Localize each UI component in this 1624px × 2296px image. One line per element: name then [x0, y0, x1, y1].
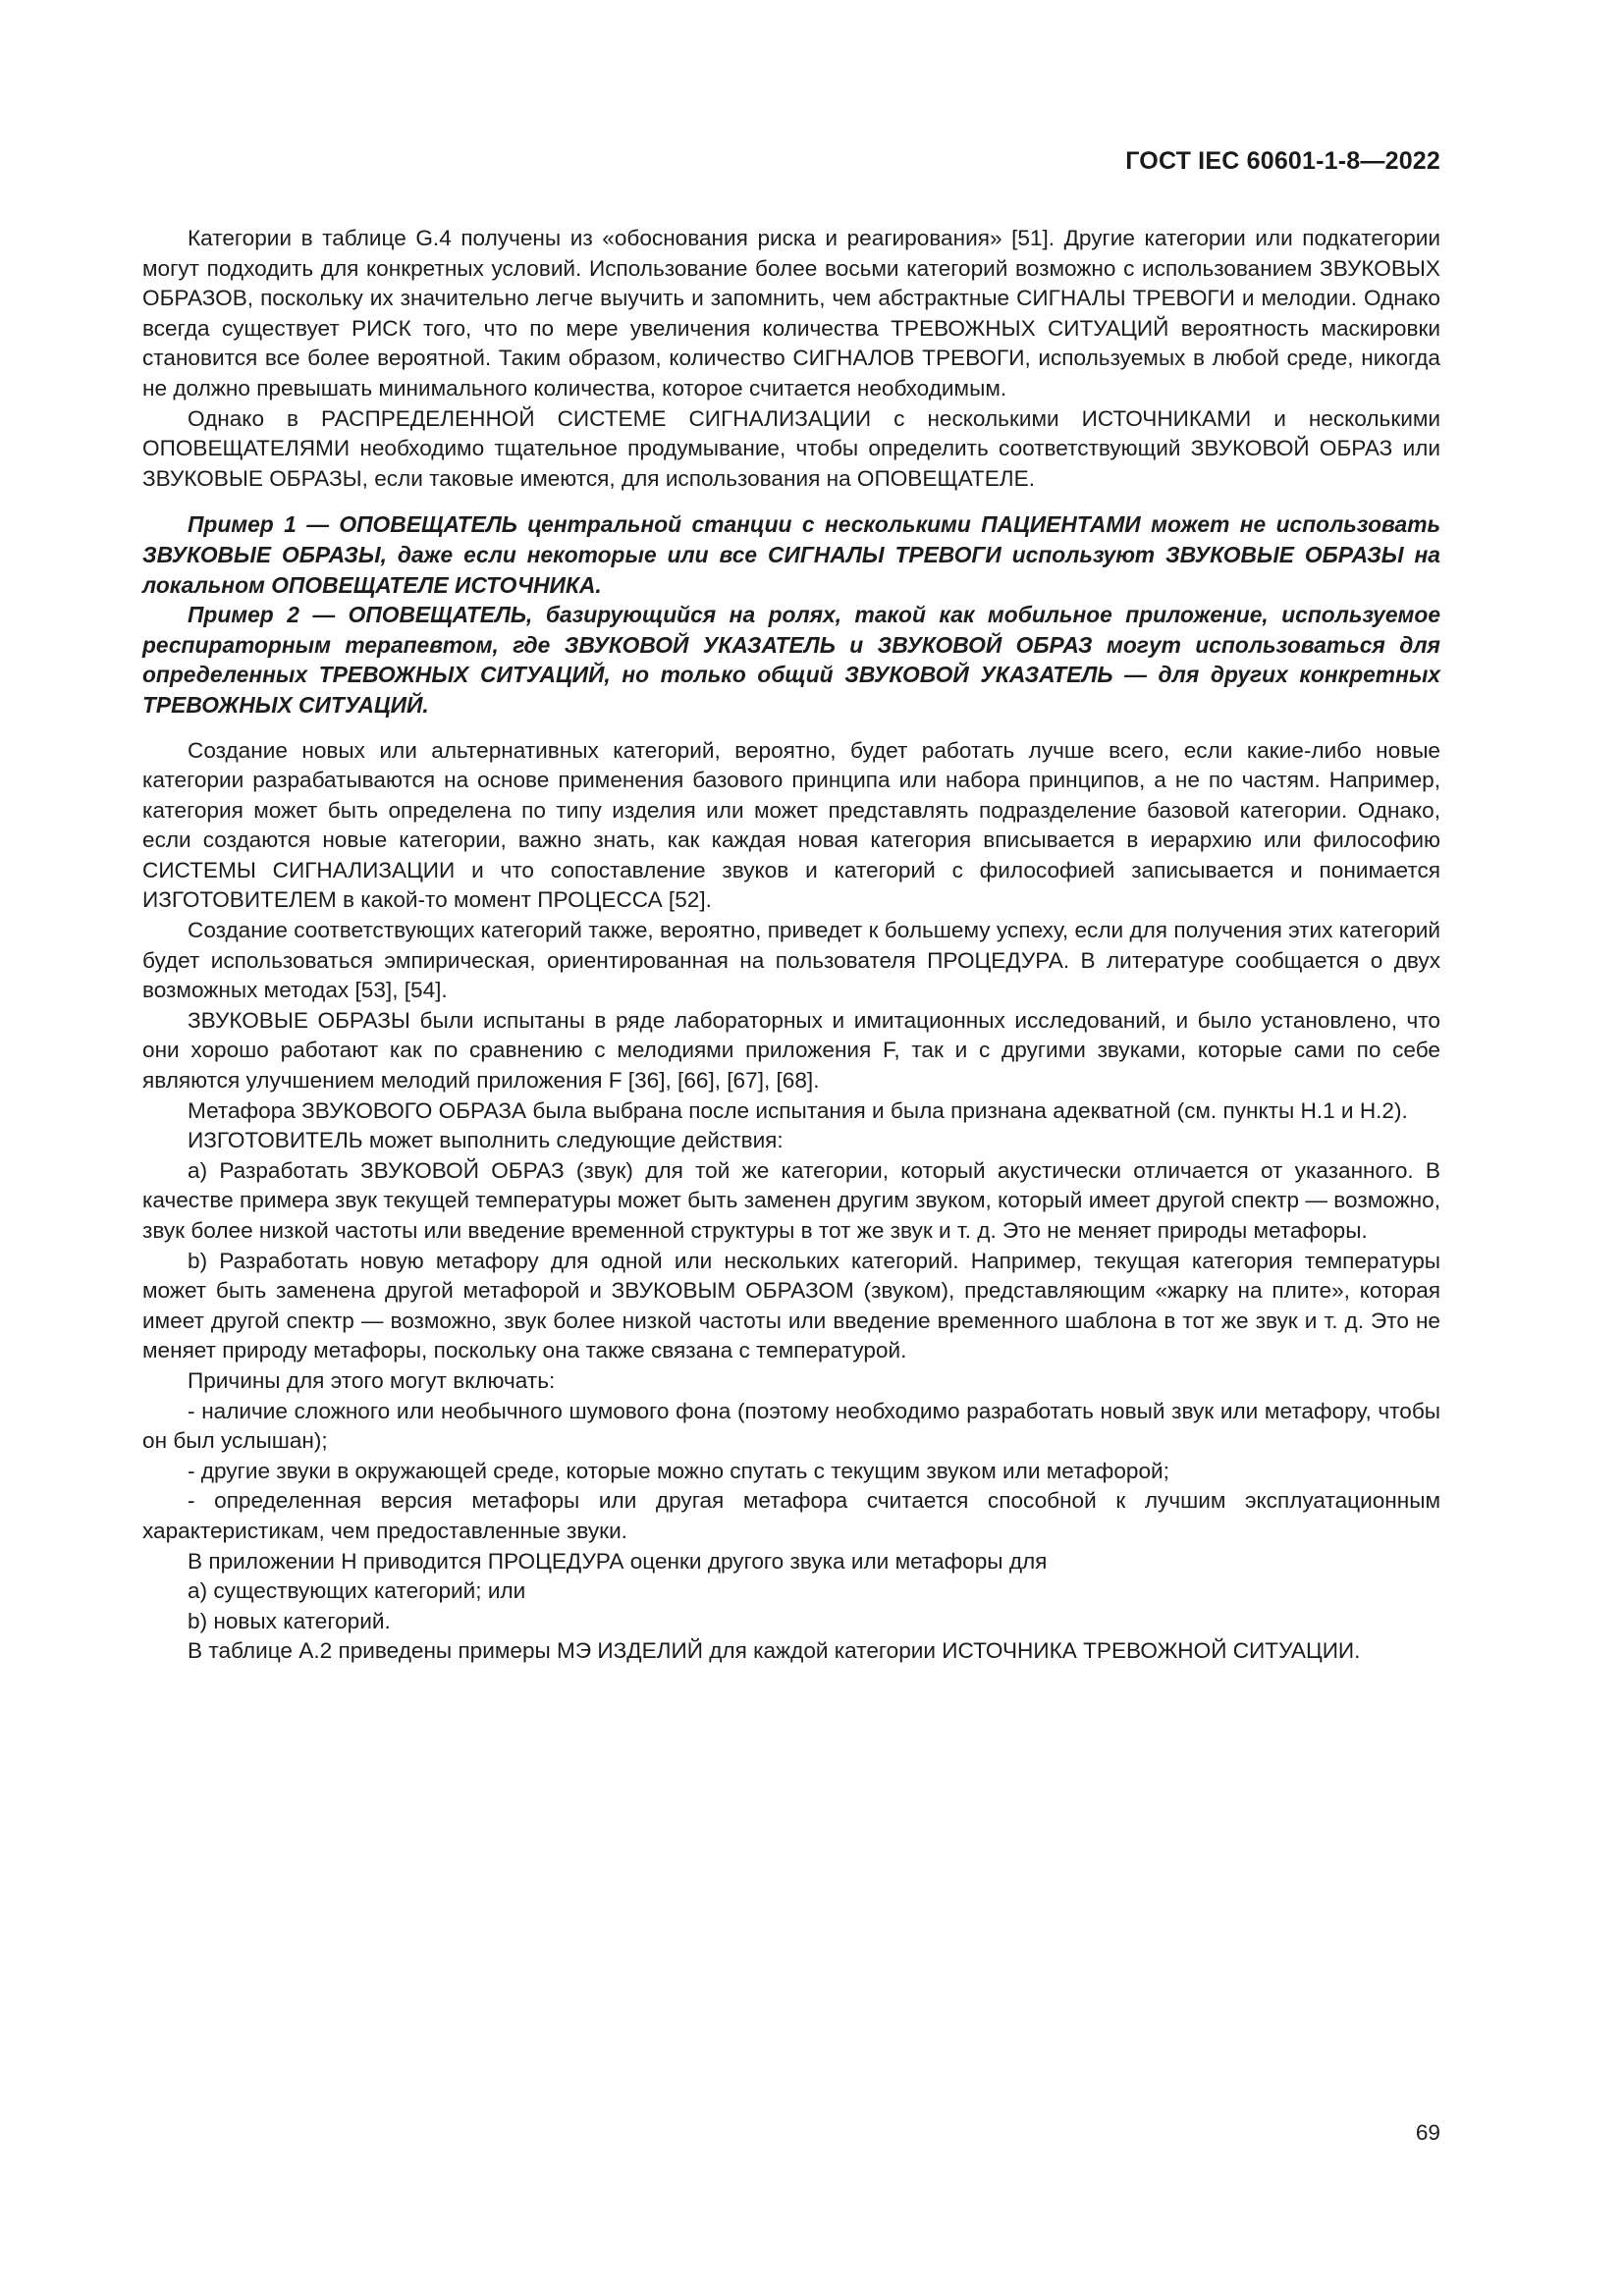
standard-header: ГОСТ IEC 60601-1-8—2022 — [1125, 147, 1440, 175]
list-item-b: b) новых категорий. — [188, 1608, 391, 1633]
body-paragraph: В таблице А.2 приведены примеры МЭ ИЗДЕЛИЙ для каждой категории ИСТОЧНИКА ТРЕВОЖНОЙ СИТУАЦИИ. — [188, 1638, 1361, 1664]
body-paragraph: Категории в таблице G.4 получены из «обоснования риска и реагирования» [51]. Другие категории или подкатегории могут подходить для конкретных условий. Использование более восьми категорий возможно с использованием ЗВУКОВЫХ ОБРАЗОВ, поскольку их значительно легче выучить и запомнить, чем абстрактные СИГНАЛЫ ТРЕВОГИ и мелодии. Однако всегда существует РИСК того, что по мере увеличения количества ТРЕВОЖНЫХ СИТУАЦИЙ вероятность маскировки становится все более вероятной. Таким образом, количество СИГНАЛОВ ТРЕВОГИ, используемых в любой среде, никогда не должно превышать минимального количества, которое считается необходимым. — [142, 226, 1440, 400]
example-paragraph: Пример 1 — ОПОВЕЩАТЕЛЬ центральной станции с несколькими ПАЦИЕНТАМИ может не использовать ЗВУКОВЫЕ ОБРАЗЫ, даже если некоторые или все СИГНАЛЫ ТРЕВОГИ используют ЗВУКОВЫЕ ОБРАЗЫ на локальном ОПОВЕЩАТЕЛЕ ИСТОЧНИКА. — [142, 511, 1440, 598]
body-paragraph: Однако в РАСПРЕДЕЛЕННОЙ СИСТЕМЕ СИГНАЛИЗАЦИИ с несколькими ИСТОЧНИКАМИ и несколькими ОПОВЕЩАТЕЛЯМИ необходимо тщательное продумывание, чтобы определить соответствующий ЗВУКОВОЙ ОБРАЗ или ЗВУКОВЫЕ ОБРАЗЫ, если таковые имеются, для использования на ОПОВЕЩАТЕЛЕ. — [142, 405, 1440, 491]
body-paragraph: Создание новых или альтернативных категорий, вероятно, будет работать лучше всего, если какие-либо новые категории разрабатываются на основе применения базового принципа или набора принципов, а не по частям. Например, категория может быть определена по типу изделия или может представлять подразделение базовой категории. Однако, если создаются новые категории, важно знать, как каждая новая категория вписывается в иерархию или философию СИСТЕМЫ СИГНАЛИЗАЦИИ и что сопоставление звуков и категорий с философией записывается и понимается ИЗГОТОВИТЕЛЕМ в какой-то момент ПРОЦЕССА [52]. — [142, 737, 1440, 913]
body-paragraph: Причины для этого могут включать: — [188, 1367, 556, 1393]
body-paragraph: ИЗГОТОВИТЕЛЬ может выполнить следующие действия: — [188, 1128, 784, 1153]
dash-list-item: - наличие сложного или необычного шумового фона (поэтому необходимо разработать новый звук или метафору, чтобы он был услышан); — [142, 1398, 1440, 1454]
body-paragraph: В приложении H приводится ПРОЦЕДУРА оценки другого звука или метафоры для — [188, 1548, 1048, 1574]
list-item-a: a) существующих категорий; или — [188, 1578, 526, 1604]
list-item-b: b) Разработать новую метафору для одной или нескольких категорий. Например, текущая категория температуры может быть заменена другой метафорой и ЗВУКОВЫМ ОБРАЗОМ (звуком), представляющим «жарку на плите», которая имеет другой спектр — возможно, звук более низкой частоты или введение временного шаблона в тот же звук и т. д. Это не меняет природу метафоры, поскольку она также связана с температурой. — [142, 1248, 1440, 1363]
page-number: 69 — [1415, 2120, 1440, 2145]
example-paragraph: Пример 2 — ОПОВЕЩАТЕЛЬ, базирующийся на ролях, такой как мобильное приложение, используемое респираторным терапевтом, где ЗВУКОВОЙ УКАЗАТЕЛЬ и ЗВУКОВОЙ ОБРАЗ могут использоваться для определенных ТРЕВОЖНЫХ СИТУАЦИЙ, но только общий ЗВУКОВОЙ УКАЗАТЕЛЬ — для других конкретных ТРЕВОЖНЫХ СИТУАЦИЙ. — [142, 602, 1440, 718]
dash-list-item: - определенная версия метафоры или другая метафора считается способной к лучшим эксплуатационным характеристикам, чем предоставленные звуки. — [142, 1488, 1440, 1543]
list-item-a: a) Разработать ЗВУКОВОЙ ОБРАЗ (звук) для той же категории, который акустически отличается от указанного. В качестве примера звук текущей температуры может быть заменен другим звуком, который имеет другой спектр — возможно, звук более низкой частоты или введение временной структуры в тот же звук и т. д. Это не меняет природы метафоры. — [142, 1157, 1440, 1243]
document-body — [142, 224, 1440, 1667]
body-paragraph: Создание соответствующих категорий также, вероятно, приведет к большему успеху, если для получения этих категорий будет использоваться эмпирическая, ориентированная на пользователя ПРОЦЕДУРА. В литературе сообщается о двух возможных методах [53], [54]. — [142, 918, 1440, 1003]
body-paragraph: Метафора ЗВУКОВОГО ОБРАЗА была выбрана после испытания и была признана адекватной (см. пункты H.1 и H.2). — [188, 1097, 1408, 1123]
body-paragraph: ЗВУКОВЫЕ ОБРАЗЫ были испытаны в ряде лабораторных и имитационных исследований, и было установлено, что они хорошо работают как по сравнению с мелодиями приложения F, так и с другими звуками, которые сами по себе являются улучшением мелодий приложения F [36], [66], [67], [68]. — [142, 1007, 1440, 1094]
dash-list-item: - другие звуки в окружающей среде, которые можно спутать с текущим звуком или метафорой; — [188, 1458, 1169, 1483]
